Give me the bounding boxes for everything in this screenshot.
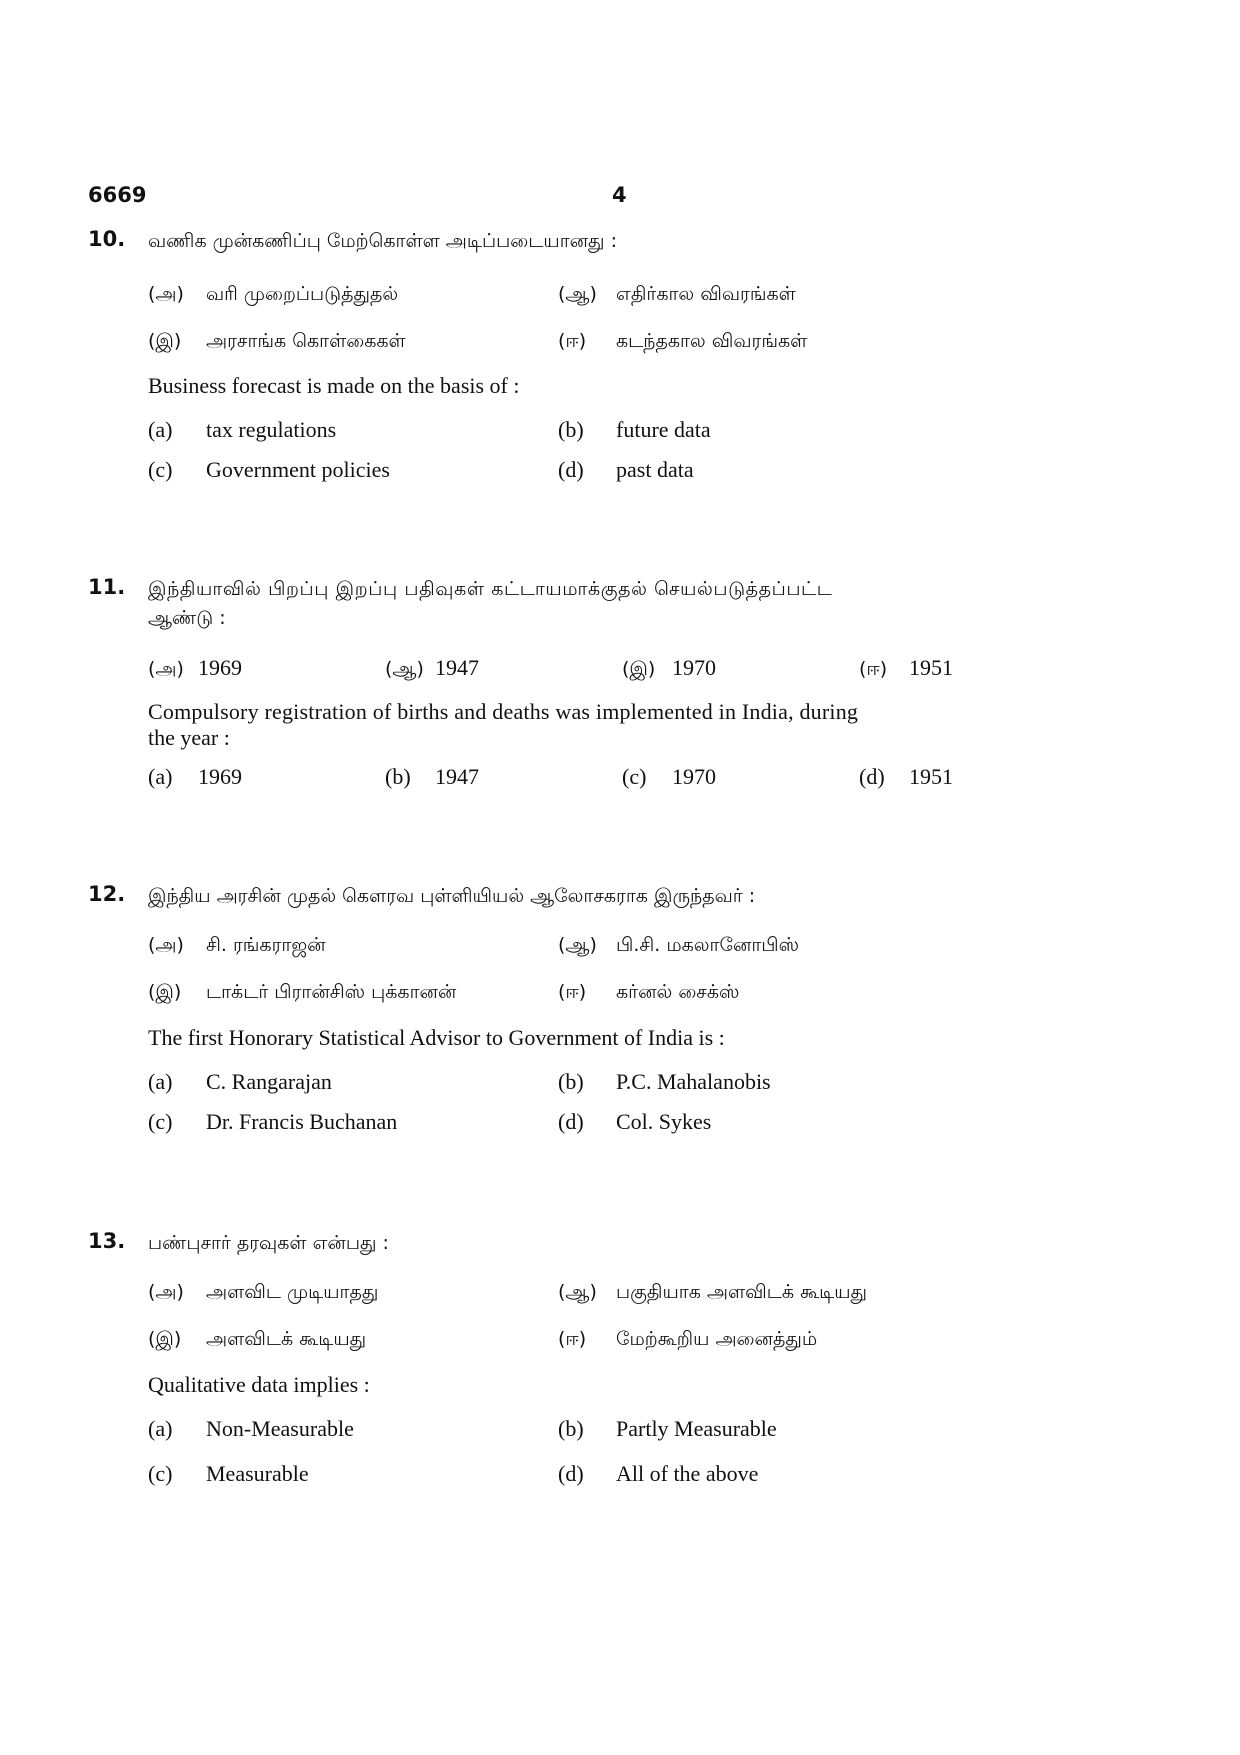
tamil-options-row-2 (148, 327, 1148, 357)
tamil-option-a: (அ) வரி முறைப்படுத்துதல் (148, 283, 399, 305)
english-option-b: (b) Partly Measurable (558, 1416, 777, 1441)
english-option-b: (b) 1947 (385, 764, 479, 789)
tamil-option-b: (ஆ) பகுதியாக அளவிடக் கூடியது (558, 1281, 868, 1303)
tamil-option-a: (அ) 1969 (148, 655, 242, 680)
tamil-options-row (148, 654, 1148, 684)
english-question-line-2: the year : (148, 725, 230, 750)
english-option-a: (a) 1969 (148, 764, 242, 789)
english-options-row-1 (148, 416, 1148, 446)
english-options-row-1 (148, 1068, 1148, 1098)
english-option-b: (b) future data (558, 417, 711, 442)
english-option-c: (c) Dr. Francis Buchanan (148, 1109, 398, 1134)
tamil-options-row-1 (148, 280, 1148, 310)
english-option-d: (d) All of the above (558, 1461, 759, 1486)
english-option-a: (a) Non-Measurable (148, 1416, 354, 1441)
english-options-row-2 (148, 456, 1148, 486)
tamil-option-a: (அ) அளவிட முடியாதது (148, 1281, 379, 1303)
tamil-option-a: (அ) சி. ரங்கராஜன் (148, 934, 326, 956)
tamil-options-row-2 (148, 1325, 1148, 1355)
english-option-b: (b) P.C. Mahalanobis (558, 1069, 771, 1094)
english-options-row-2 (148, 1460, 1148, 1490)
question-number: 12. (88, 882, 126, 906)
english-option-c: (c) 1970 (622, 764, 716, 789)
english-option-a: (a) C. Rangarajan (148, 1069, 332, 1094)
tamil-option-b: (ஆ) பி.சி. மகலானோபிஸ் (558, 934, 800, 956)
question-number: 11. (88, 575, 126, 599)
english-option-d: (d) 1951 (859, 764, 953, 789)
tamil-question: பண்புசார் தரவுகள் என்பது : (148, 1232, 389, 1254)
tamil-question: இந்திய அரசின் முதல் கௌரவ புள்ளியியல் ஆலோசகராக இருந்தவர் : (148, 885, 756, 907)
tamil-question: வணிக முன்கணிப்பு மேற்கொள்ள அடிப்படையானது : (148, 230, 617, 252)
english-options-row-2 (148, 1108, 1148, 1138)
english-question-line-1: Compulsory registration of births and deaths was implemented in India, during (148, 699, 859, 724)
question-number: 10. (88, 227, 126, 251)
english-option-a: (a) tax regulations (148, 417, 337, 442)
english-option-c: (c) Measurable (148, 1461, 309, 1486)
english-options-row (148, 763, 1148, 793)
tamil-option-c: (இ) டாக்டர் பிரான்சிஸ் புக்கானன் (148, 981, 457, 1003)
tamil-option-b: (ஆ) எதிர்கால விவரங்கள் (558, 283, 796, 305)
paper-code: 6669 (88, 183, 147, 207)
tamil-option-d: (ஈ) கடந்தகால விவரங்கள் (558, 330, 808, 352)
question-number: 13. (88, 1229, 126, 1253)
tamil-question-line-2: ஆண்டு : (148, 607, 226, 629)
page-number: 4 (612, 183, 627, 207)
tamil-option-d: (ஈ) 1951 (859, 655, 953, 680)
english-question: The first Honorary Statistical Advisor to Government of India is : (148, 1025, 725, 1050)
tamil-option-c: (இ) 1970 (622, 655, 716, 680)
tamil-options-row-1 (148, 931, 1148, 961)
tamil-options-row-1 (148, 1278, 1148, 1308)
english-question: Qualitative data implies : (148, 1372, 370, 1397)
english-question: Business forecast is made on the basis of : (148, 373, 520, 398)
tamil-option-d: (ஈ) கர்னல் சைக்ஸ் (558, 981, 740, 1003)
tamil-option-c: (இ) அளவிடக் கூடியது (148, 1328, 367, 1350)
english-option-d: (d) Col. Sykes (558, 1109, 712, 1134)
tamil-option-c: (இ) அரசாங்க கொள்கைகள் (148, 330, 406, 352)
tamil-options-row-2 (148, 978, 1148, 1008)
tamil-option-d: (ஈ) மேற்கூறிய அனைத்தும் (558, 1328, 818, 1350)
english-option-d: (d) past data (558, 457, 694, 482)
tamil-option-b: (ஆ) 1947 (385, 655, 479, 680)
tamil-question-line-1: இந்தியாவில் பிறப்பு இறப்பு பதிவுகள் கட்டாயமாக்குதல் செயல்படுத்தப்பட்ட (148, 578, 833, 600)
english-option-c: (c) Government policies (148, 457, 390, 482)
english-options-row-1 (148, 1415, 1148, 1445)
